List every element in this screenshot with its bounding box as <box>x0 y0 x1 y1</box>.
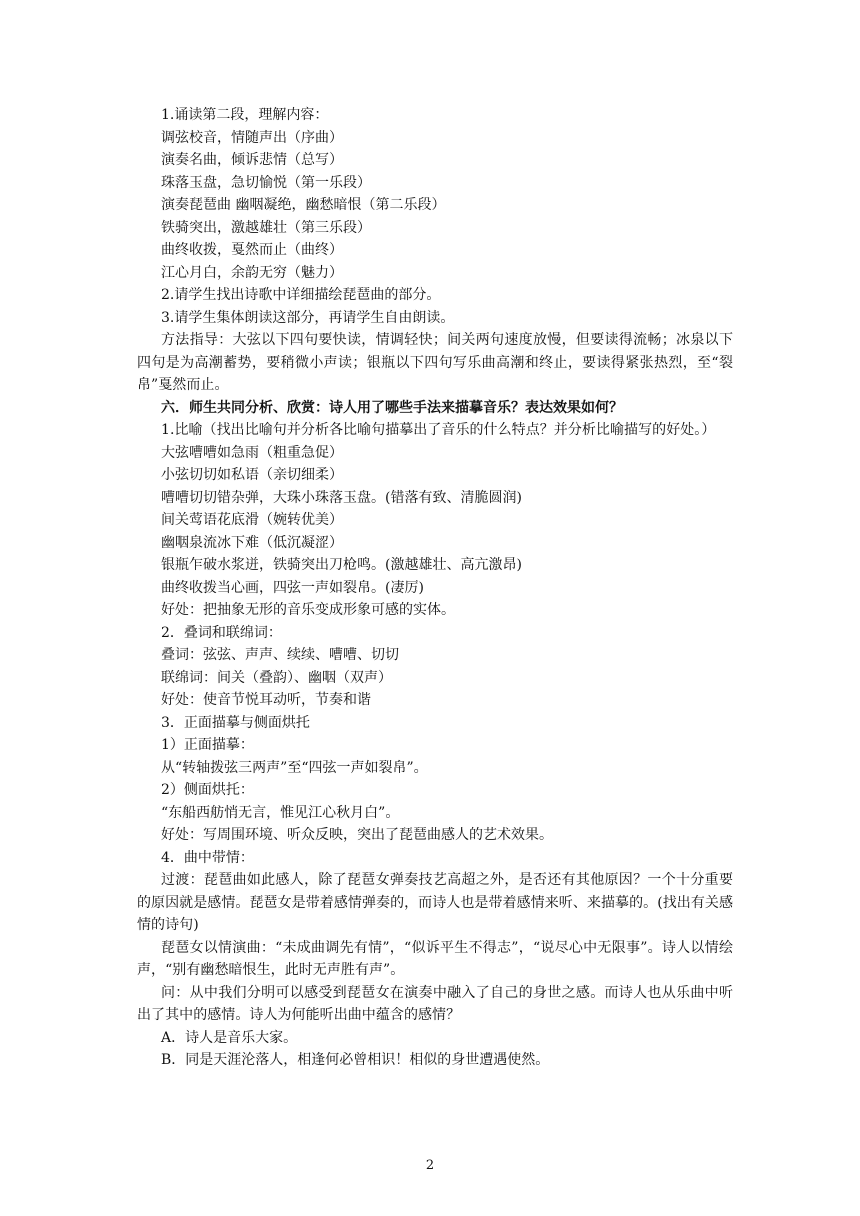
section-heading: 六．师生共同分析、欣赏：诗人用了哪些手法来描摹音乐？表达效果如何？ <box>161 399 623 416</box>
text-line: 江心月白，余韵无穷（魅力） <box>161 264 343 281</box>
text-line: 间关莺语花底滑（婉转优美） <box>161 512 343 528</box>
text-line: 3．正面描摹与侧面烘托 <box>161 714 310 731</box>
text-line: 调弦校音，情随声出（序曲） <box>161 129 343 146</box>
text-line: 2.请学生找出诗歌中详细描绘琵琶曲的部分。 <box>161 287 441 303</box>
document-body <box>137 104 733 1072</box>
answer-option: B．同是天涯沦落人，相逢何必曾相识！相似的身世遭遇使然。 <box>161 1052 550 1068</box>
text-line: 银瓶乍破水浆迸，铁骑突出刀枪鸣。(激越雄壮、高亢激昂) <box>161 557 522 573</box>
text-line: 好处：使音节悦耳动听，节奏和谐 <box>161 692 371 708</box>
text-line: 2．叠词和联绵词： <box>161 624 282 641</box>
text-line: 3.请学生集体朗读这部分，再请学生自由朗读。 <box>161 309 455 326</box>
question-paragraph: 问：从中我们分明可以感受到琵琶女在演奏中融入了自己的身世之感。而诗人也从乐曲中听出了其中的感情。诗人为何能听出曲中蕴含的感情？ <box>137 984 733 1023</box>
transition-paragraph: 过渡：琵琶曲如此感人，除了琵琶女弹奏技艺高超之外，是否还有其他原因？一个十分重要的原因就是感情。琵琶女是带着感情弹奏的，而诗人也是带着感情来听、来描摹的。(找出有关感情的诗句) <box>137 872 733 933</box>
text-line: 好处：写周围环境、听众反映，突出了琵琶曲感人的艺术效果。 <box>161 827 553 843</box>
text-line: 曲终收拨，戛然而止（曲终） <box>161 242 343 258</box>
page-number: 2 <box>425 1158 435 1173</box>
text-line: 演奏名曲，倾诉悲情（总写） <box>161 152 343 168</box>
method-paragraph: 方法指导：大弦以下四句要快读，情调轻快；间关两句速度放慢，但要读得流畅；冰泉以下四句是为高潮蓄势，要稍微小声读；银瓶以下四句写乐曲高潮和终止，要读得紧张热烈，至“裂帛”戛然而止。 <box>137 332 733 393</box>
metaphor-paragraph: 1.比喻（找出比喻句并分析各比喻句描摹出了音乐的什么特点？并分析比喻描写的好处。） <box>161 422 716 438</box>
text-line: 1.诵读第二段，理解内容： <box>161 107 329 123</box>
text-line: 演奏琵琶曲 幽咽凝绝，幽愁暗恨（第二乐段） <box>161 197 446 213</box>
emotion-paragraph: 琵琶女以情演曲：“未成曲调先有情”，“似诉平生不得志”，“说尽心中无限事”。诗人以情绘声，“别有幽愁暗恨生，此时无声胜有声”。 <box>137 939 733 978</box>
text-line: 幽咽泉流冰下难（低沉凝涩） <box>161 534 343 551</box>
text-line: 小弦切切如私语（亲切细柔） <box>161 467 343 483</box>
text-line: 曲终收拨当心画，四弦一声如裂帛。(凄厉) <box>161 579 424 596</box>
text-line: 联绵词：间关（叠韵）、幽咽（双声） <box>161 669 392 686</box>
text-line: 2）侧面烘托： <box>161 782 254 798</box>
text-line: 1）正面描摹： <box>161 737 254 753</box>
text-line: 好处：把抽象无形的音乐变成形象可感的实体。 <box>161 602 455 618</box>
text-line: 4．曲中带情： <box>161 849 254 866</box>
text-line: 铁骑突出，激越雄壮（第三乐段） <box>161 219 371 236</box>
text-line: 叠词：弦弦、声声、续续、嘈嘈、切切 <box>161 647 399 663</box>
text-line: “东船西舫悄无言，惟见江心秋月白”。 <box>161 804 400 821</box>
text-line: 从“转轴拨弦三两声”至“四弦一声如裂帛”。 <box>161 759 428 776</box>
text-line: 珠落玉盘，急切愉悦（第一乐段） <box>161 174 371 191</box>
text-line: 嘈嘈切切错杂弹，大珠小珠落玉盘。(错落有致、清脆圆润) <box>161 489 522 506</box>
text-line: 大弦嘈嘈如急雨（粗重急促） <box>161 444 343 461</box>
answer-option: A．诗人是音乐大家。 <box>161 1029 298 1046</box>
